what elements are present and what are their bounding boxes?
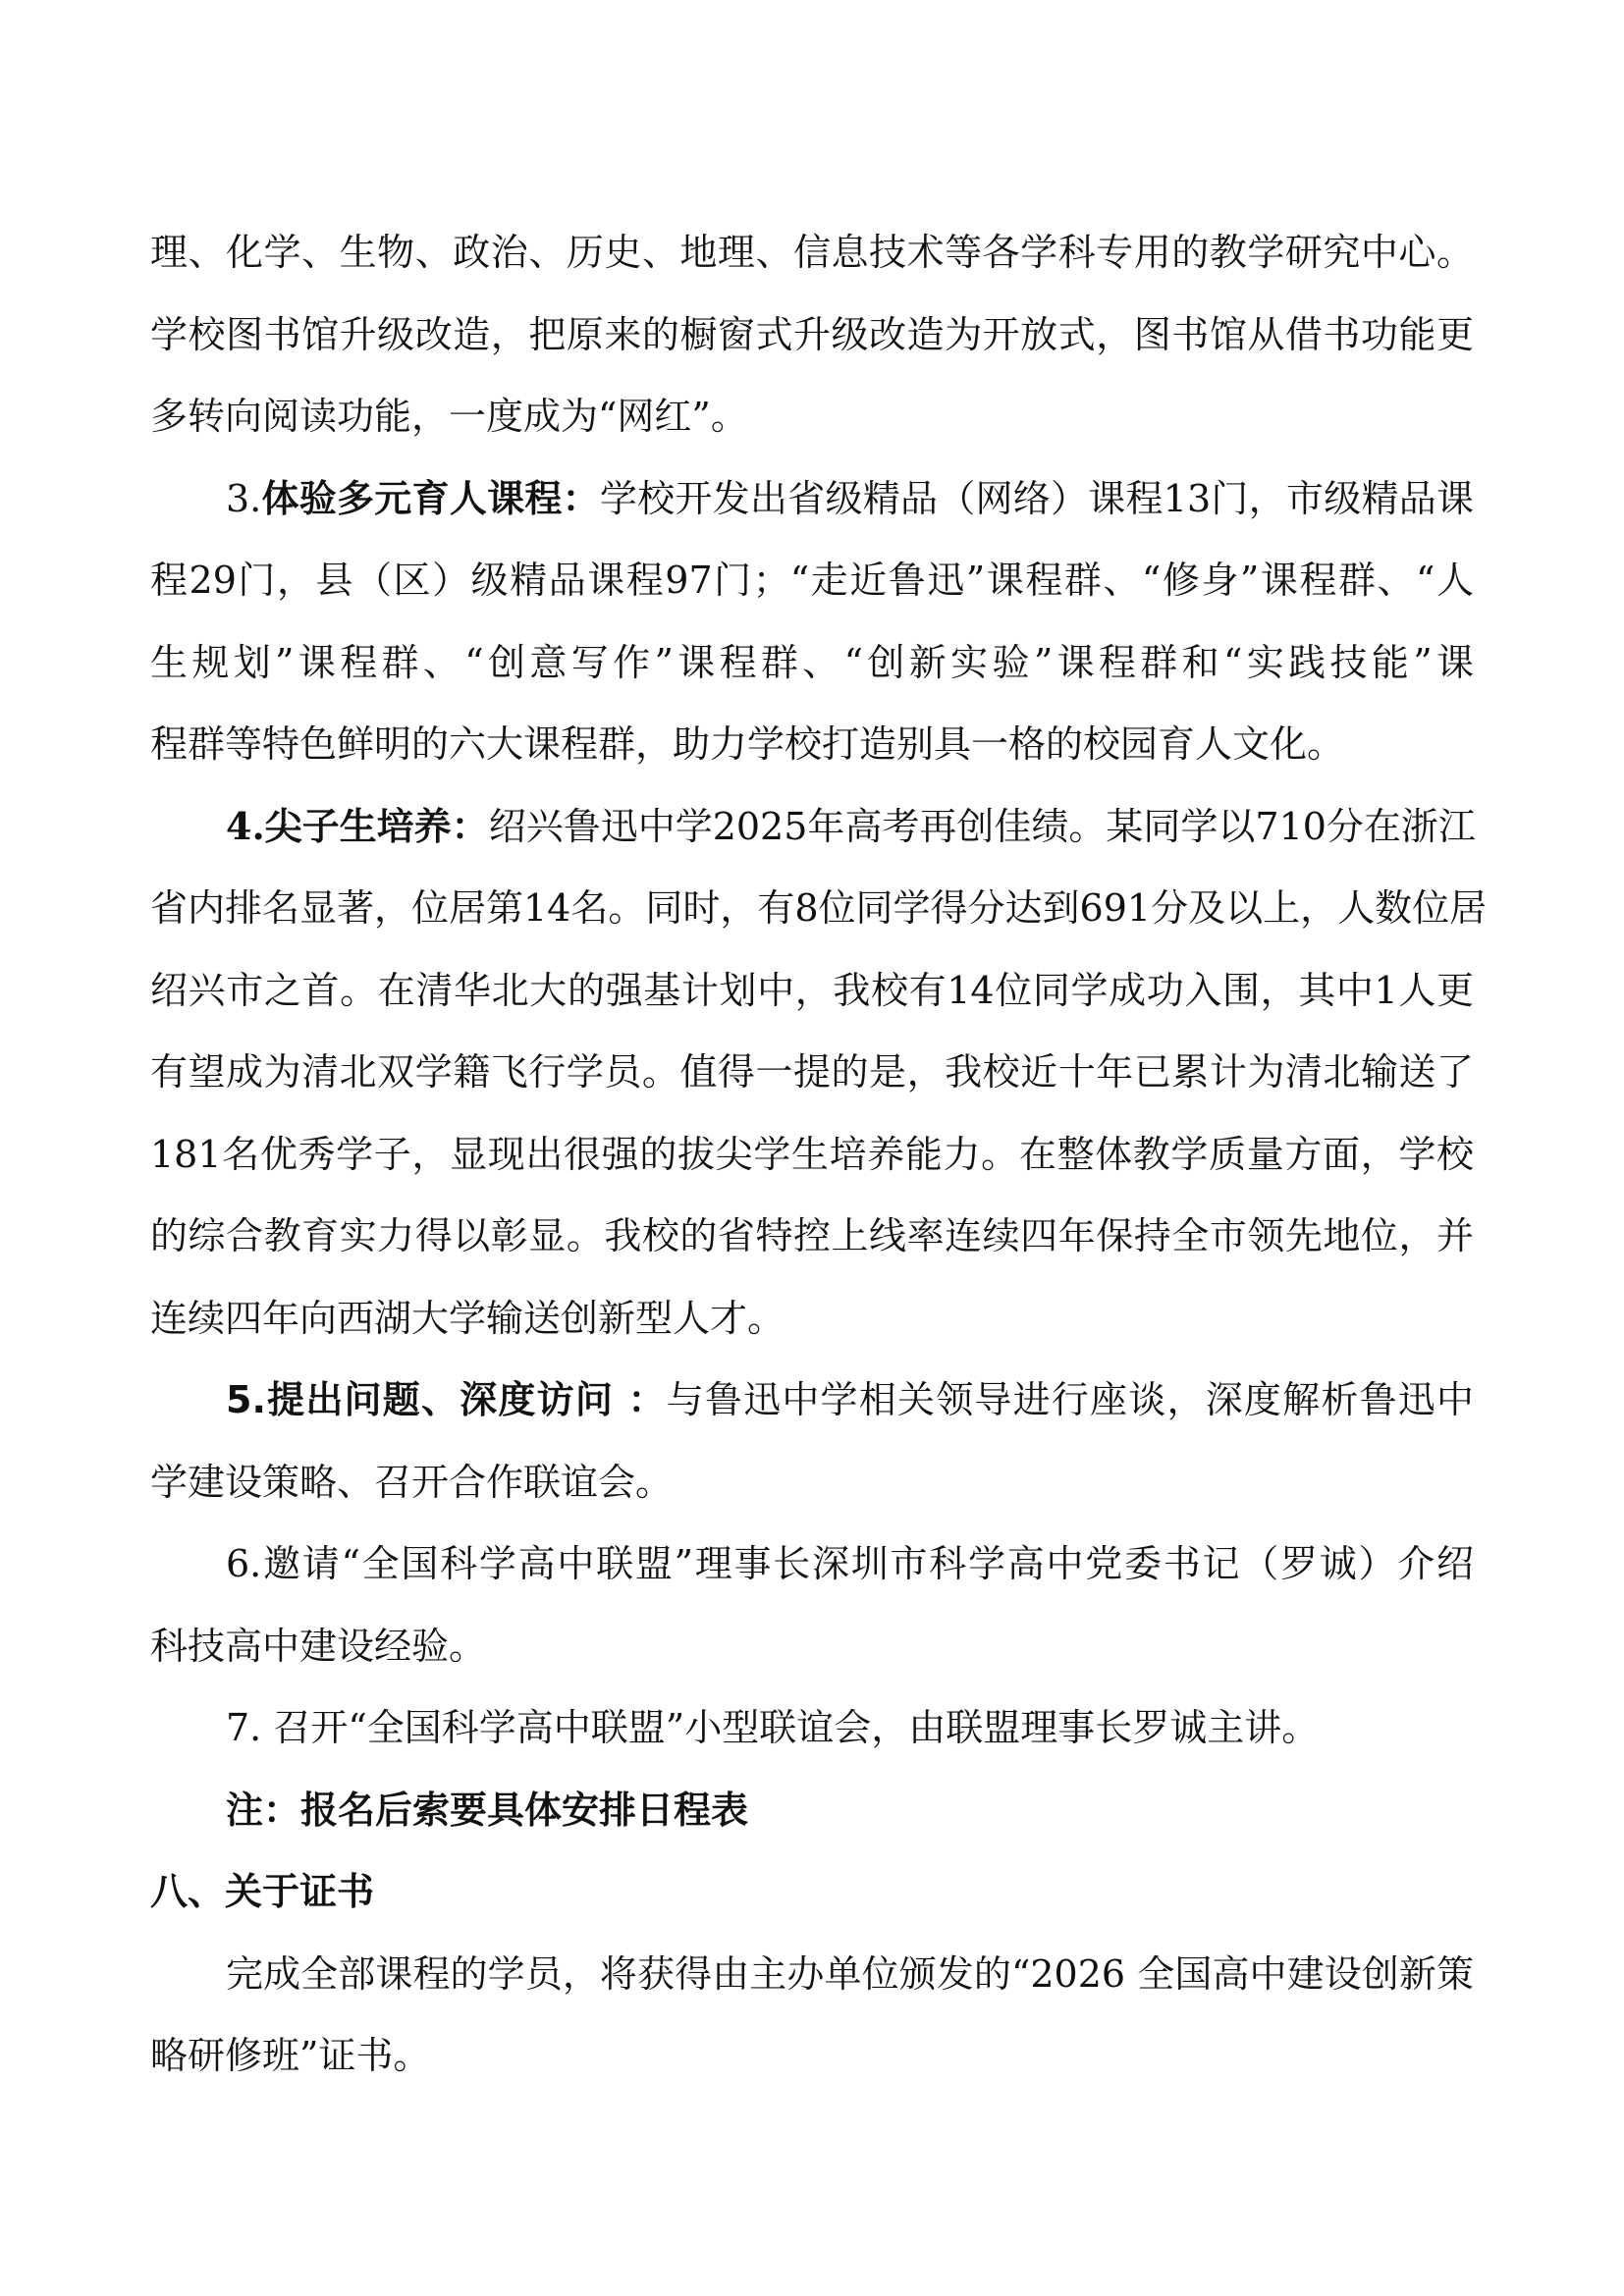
- paragraph-line: 有望成为清北双学籍飞行学员。值得一提的是，我校近十年已累计为清北输送了: [150, 1050, 1474, 1094]
- item-number: 5.: [226, 1378, 266, 1421]
- item-text: 学校开发出省级精品（网络）课程13门，市级精品课: [599, 477, 1474, 520]
- paragraph-line: 程29门，县（区）级精品课程97门；“走近鲁迅”课程群、“修身”课程群、“人: [150, 559, 1474, 602]
- item-text: 绍兴鲁迅中学2025年高考再创佳绩。某同学以710分在浙江: [488, 805, 1476, 848]
- paragraph-line: 略研修班”证书。: [150, 2034, 431, 2077]
- item-3-first-line: [226, 474, 1474, 523]
- paragraph-line: 学校图书馆升级改造，把原来的橱窗式升级改造为开放式，图书馆从借书功能更: [150, 313, 1474, 356]
- paragraph-line: 理、化学、生物、政治、历史、地理、信息技术等各学科专用的教学研究中心。: [150, 231, 1474, 274]
- schedule-note: 注：报名后索要具体安排日程表: [226, 1789, 749, 1832]
- paragraph-line: 的综合教育实力得以彰显。我校的省特控上线率连续四年保持全市领先地位，并: [150, 1214, 1474, 1257]
- item-number: 4.: [226, 804, 265, 848]
- item-text: 与鲁迅中学相关领导进行座谈，深度解析鲁迅中: [666, 1378, 1474, 1421]
- item-5-first-line: [226, 1375, 1474, 1424]
- item-4-first-line: [226, 802, 1474, 851]
- item-6-first-line: 6.邀请“全国科学高中联盟”理事长深圳市科学高中党委书记（罗诚）介绍: [226, 1542, 1474, 1585]
- paragraph-line: 连续四年向西湖大学输送创新型人才。: [150, 1297, 785, 1340]
- certificate-paragraph-line: 完成全部课程的学员，将获得由主办单位颁发的“2026 全国高中建设创新策: [226, 1952, 1474, 1996]
- item-7-line: 7. 召开“全国科学高中联盟”小型联谊会，由联盟理事长罗诚主讲。: [226, 1706, 1320, 1749]
- paragraph-line: 程群等特色鲜明的六大课程群，助力学校打造别具一格的校园育人文化。: [150, 722, 1345, 766]
- paragraph-line: 绍兴市之首。在清华北大的强基计划中，我校有14位同学成功入围，其中1人更: [150, 969, 1474, 1012]
- item-title: 提出问题、深度访问 ：: [265, 1378, 667, 1421]
- paragraph-line: 省内排名显著，位居第14名。同时，有8位同学得分达到691分及以上，人数位居: [150, 886, 1488, 930]
- item-number: 3.: [226, 477, 262, 520]
- paragraph-line: 多转向阅读功能，一度成为“网红”。: [150, 395, 748, 438]
- paragraph-line: 科技高中建设经验。: [150, 1625, 487, 1668]
- paragraph-line: 181名优秀学子，显现出很强的拔尖学生培养能力。在整体教学质量方面，学校: [150, 1133, 1474, 1176]
- item-title: 尖子生培养：: [264, 804, 489, 848]
- section-heading: 八、关于证书: [150, 1870, 375, 1913]
- paragraph-line: 生规划”课程群、“创意写作”课程群、“创新实验”课程群和“实践技能”课: [150, 641, 1474, 684]
- item-title: 体验多元育人课程：: [261, 476, 600, 520]
- paragraph-line: 学建设策略、召开合作联谊会。: [150, 1461, 674, 1504]
